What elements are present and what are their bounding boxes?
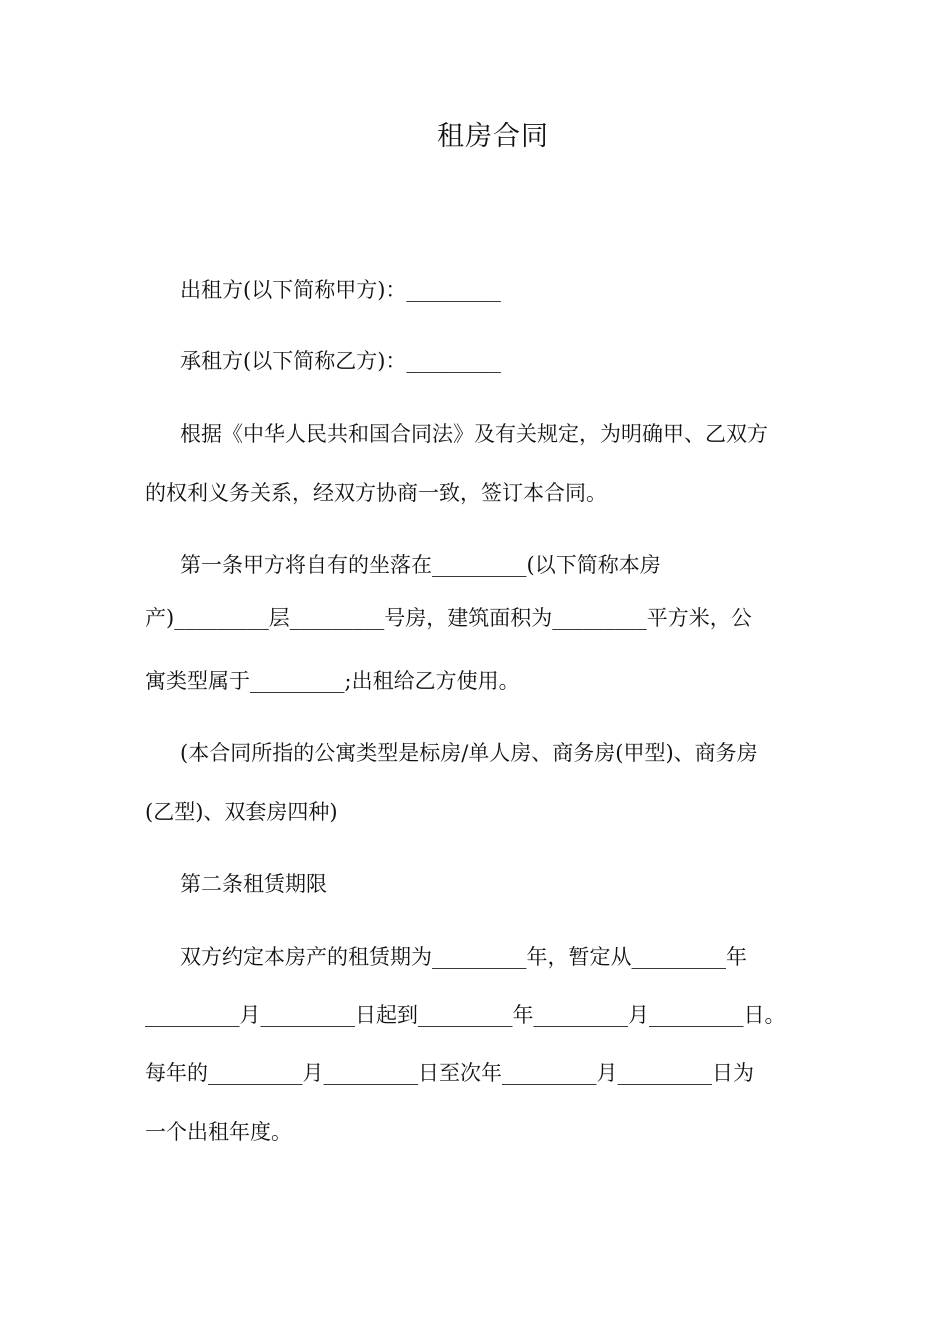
article-2-heading: 第二条租赁期限 xyxy=(180,872,327,896)
lease-term-line-3: 每年的_________月_________日至次年_________月_________日为 xyxy=(145,1061,754,1085)
lessee-line: 承租方(以下简称乙方)：_________ xyxy=(180,349,501,373)
lease-term-line-2: _________月_________日起到_________年_________月_________日。 xyxy=(145,1003,786,1027)
document-title: 租房合同 xyxy=(437,121,549,152)
apartment-types-line-1: (本合同所指的公寓类型是标房/单人房、商务房(甲型)、商务房 xyxy=(180,741,758,765)
article-1-line-3: 寓类型属于_________;出租给乙方使用。 xyxy=(145,669,520,693)
article-1-line-1: 第一条甲方将自有的坐落在_________(以下简称本房 xyxy=(180,553,661,577)
preamble-line-1: 根据《中华人民共和国合同法》及有关规定，为明确甲、乙双方 xyxy=(180,422,768,446)
lease-term-line-1: 双方约定本房产的租赁期为_________年，暂定从_________年 xyxy=(180,945,747,969)
apartment-types-line-2: (乙型)、双套房四种) xyxy=(145,800,338,824)
lease-term-line-4: 一个出租年度。 xyxy=(145,1120,292,1144)
preamble-line-2: 的权利义务关系，经双方协商一致，签订本合同。 xyxy=(145,481,607,505)
article-1-line-2: 产)_________层_________号房，建筑面积为_________平方米，公 xyxy=(145,606,752,630)
lessor-line: 出租方(以下简称甲方)：_________ xyxy=(180,278,501,302)
